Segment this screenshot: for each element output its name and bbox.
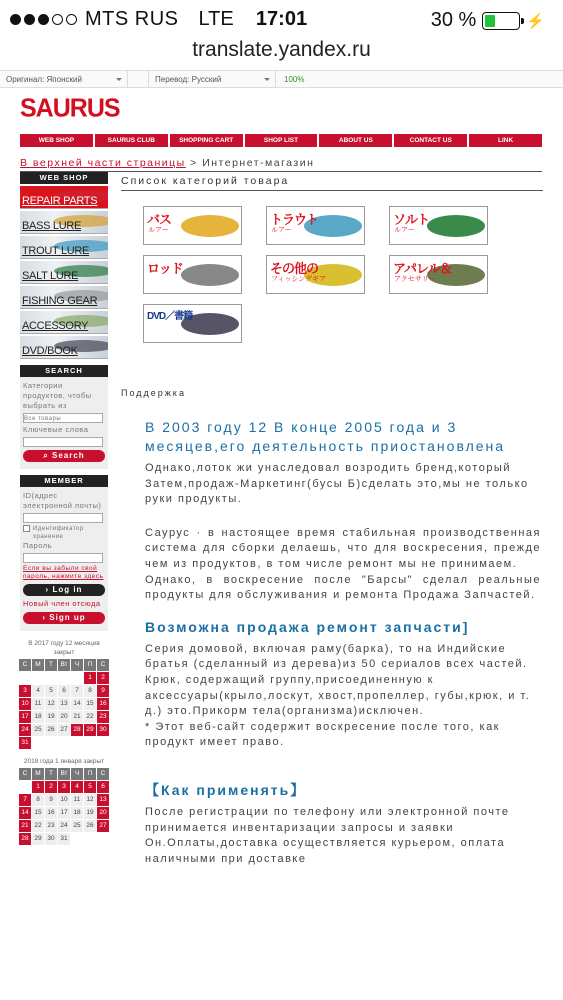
nav-item[interactable]: SHOPPING CART <box>170 134 243 147</box>
calendar-day: 20 <box>97 807 109 819</box>
calendar-day: 21 <box>19 820 31 832</box>
email-input[interactable] <box>23 513 103 523</box>
category-banner[interactable] <box>143 255 242 294</box>
calendar-weekday: Вт <box>58 768 70 780</box>
calendar-day: 11 <box>71 794 83 806</box>
calendar-day: 19 <box>84 807 96 819</box>
category-banner-sublabel: ルアー <box>394 227 415 234</box>
calendar-day: 23 <box>97 711 109 723</box>
calendar-weekday: Т <box>45 768 57 780</box>
calendar-day: 21 <box>71 711 83 723</box>
calendar-day: 17 <box>58 807 70 819</box>
category-banner[interactable] <box>389 255 488 294</box>
calendar-day: 31 <box>58 833 70 845</box>
calendar-weekday: М <box>32 768 44 780</box>
address-bar[interactable]: translate.yandex.ru <box>192 38 371 61</box>
calendar-day: 25 <box>71 820 83 832</box>
sidebar-category-label: BASS LURE <box>22 220 82 232</box>
member-heading: MEMBER <box>20 475 108 487</box>
sidebar-category-label: SALT LURE <box>22 270 79 282</box>
battery-indicator <box>431 9 545 32</box>
calendar-day: 17 <box>19 711 31 723</box>
category-image <box>181 215 239 237</box>
paragraph: Серия домовой, включая раму(барка), то на Индийские братья (сделанный из дерева)из 50 сериалов всех частей. Крюк, содержащий группу,присоединенную к аксессуары(крыло,лоскут, хвост,пропеллер, губы,крюк, и т. д.) это.Прикорм тела(организма)исключен. <box>145 642 531 718</box>
calendar-day: 8 <box>32 794 44 806</box>
keyword-label: Ключевые слова <box>23 425 89 434</box>
login-button-label: Log in <box>52 585 83 594</box>
calendar-day: 6 <box>97 781 109 793</box>
password-label: Пароль <box>23 541 53 550</box>
ios-status-bar <box>0 0 563 38</box>
paragraph: Однако, в воскресение после "Барсы" сделал реальные продукты для обслуживания и ремонта Продажа Запчастей. <box>145 573 541 602</box>
sidebar-category-label: FISHING GEAR <box>22 295 98 307</box>
calendar-day <box>32 672 44 684</box>
article <box>145 418 541 867</box>
calendar-day: 16 <box>97 698 109 710</box>
category-banner[interactable] <box>266 255 365 294</box>
section-heading: 【Как применять】 <box>145 781 307 798</box>
calendar-day: 22 <box>32 820 44 832</box>
sidebar-category-link[interactable] <box>20 286 108 309</box>
calendar-day: 30 <box>45 833 57 845</box>
nav-item[interactable]: ABOUT US <box>319 134 392 147</box>
section-heading: В 2003 году 12 В конце 2005 года и 3 месяцев,его деятельность приостановлена <box>145 419 506 454</box>
signup-button-label: Sign up <box>49 613 86 622</box>
calendar-title: 2018 года 1 января закрыт <box>23 758 105 765</box>
calendar-january <box>20 757 108 845</box>
calendar-day: 27 <box>97 820 109 832</box>
calendar-day: 4 <box>32 685 44 697</box>
calendar-day: 12 <box>45 698 57 710</box>
calendar-weekday: П <box>84 768 96 780</box>
category-banner-sublabel: アクセサリー <box>394 276 436 283</box>
calendar-weekday: С <box>19 768 31 780</box>
calendar-day: 30 <box>97 724 109 736</box>
calendar-day: 3 <box>19 685 31 697</box>
nav-item[interactable]: SAURUS CLUB <box>95 134 168 147</box>
calendar-day: 11 <box>32 698 44 710</box>
calendar-day: 27 <box>58 724 70 736</box>
sidebar-category-link[interactable] <box>20 236 108 259</box>
paragraph: После регистрации по телефону или электронной почте принимается инвентаризации запросы и заявки Он.Оплаты,доставка осуществляется курьером, оплата наличными при доставке <box>145 805 510 865</box>
calendar-day: 18 <box>32 711 44 723</box>
target-language-select[interactable]: Перевод: Русский <box>148 71 276 87</box>
sidebar-category-link[interactable] <box>20 186 108 209</box>
nav-item[interactable]: SHOP LIST <box>245 134 318 147</box>
calendar-day: 7 <box>19 794 31 806</box>
calendar-day: 7 <box>71 685 83 697</box>
main-content <box>121 175 543 867</box>
calendar-day: 10 <box>58 794 70 806</box>
paragraph: * Этот веб-сайт содержит воскресение после того, как продукт имеет право. <box>145 720 500 749</box>
webshop-heading: WEB SHOP <box>20 172 108 184</box>
search-heading: SEARCH <box>20 365 108 377</box>
calendar-day: 14 <box>19 807 31 819</box>
calendar-day: 1 <box>84 672 96 684</box>
calendar-weekday: Ч <box>71 768 83 780</box>
saurus-logo[interactable]: SAURUS <box>20 93 120 123</box>
category-select[interactable]: Все товары <box>23 413 103 423</box>
calendar-day: 18 <box>71 807 83 819</box>
category-banner-label: その他の <box>270 261 319 276</box>
category-banner-sublabel: ルアー <box>271 227 292 234</box>
signup-button[interactable]: › Sign up <box>23 612 105 624</box>
calendar-day <box>71 672 83 684</box>
remember-label: Идентификатор хранение <box>33 526 84 540</box>
login-button[interactable]: › Log in <box>23 584 105 596</box>
calendar-day: 5 <box>84 781 96 793</box>
calendar-day: 3 <box>58 781 70 793</box>
sidebar-category-label: DVD/BOOK <box>22 345 78 357</box>
sidebar-category-label: ACCESSORY <box>22 320 89 332</box>
calendar-day <box>58 672 70 684</box>
calendar-day: 29 <box>84 724 96 736</box>
calendar-day <box>19 672 31 684</box>
calendar-day: 4 <box>71 781 83 793</box>
charging-icon: ⚡ <box>526 12 545 30</box>
calendar-weekday: Ч <box>71 659 83 671</box>
battery-percent: 30 % <box>430 9 477 31</box>
category-banner-sublabel: フィッシングギア <box>271 276 327 283</box>
search-button[interactable]: ⌕ Search <box>23 450 105 462</box>
paragraph: Однако,лоток жи унаследовал возродить бренд,который Затем,продаж-Маркетинг(бусы Б)сделать это,мы не только руки продукты. <box>145 462 529 506</box>
calendar-day: 28 <box>71 724 83 736</box>
status-time: 17:01 <box>255 7 308 30</box>
calendar-weekday: С <box>19 659 31 671</box>
calendar-december <box>20 639 108 749</box>
remember-checkbox[interactable] <box>23 525 30 532</box>
calendar-title: В 2017 году 12 месяцев закрыт <box>28 640 100 656</box>
calendar-day: 31 <box>19 737 31 749</box>
calendar-weekday: С <box>97 768 109 780</box>
password-input[interactable] <box>23 553 103 563</box>
calendar-day: 15 <box>84 698 96 710</box>
calendar-day: 20 <box>58 711 70 723</box>
translate-progress: 100% <box>284 74 305 84</box>
category-banner-label: ロッド <box>147 261 183 276</box>
calendar-day: 19 <box>45 711 57 723</box>
category-image <box>427 215 485 237</box>
calendar-day: 9 <box>45 794 57 806</box>
calendar-day: 8 <box>84 685 96 697</box>
calendar-day: 22 <box>84 711 96 723</box>
category-banner-sublabel: ルアー <box>148 227 169 234</box>
calendar-day: 29 <box>32 833 44 845</box>
battery-icon <box>482 12 520 30</box>
calendar-day: 5 <box>45 685 57 697</box>
search-category-label: Категории продуктов, чтобы выбрать из <box>23 381 92 410</box>
category-banner-label: アパレル＆ <box>393 261 452 276</box>
translate-bar <box>0 70 563 88</box>
sidebar-category-label: TROUT LURE <box>22 245 90 257</box>
category-banner-label: トラウト <box>270 212 319 227</box>
category-banner-label: DVD／書籍 <box>147 311 193 322</box>
search-box <box>20 377 108 469</box>
calendar-day <box>19 781 31 793</box>
calendar-day: 1 <box>32 781 44 793</box>
calendar-day: 14 <box>71 698 83 710</box>
breadcrumb <box>20 157 542 172</box>
main-nav <box>20 134 542 147</box>
calendar-day: 13 <box>58 698 70 710</box>
sidebar-category-link[interactable] <box>20 311 108 334</box>
calendar-day: 24 <box>19 724 31 736</box>
breadcrumb-separator: > <box>185 157 203 169</box>
category-banner[interactable] <box>266 206 365 245</box>
sidebar-category-link[interactable] <box>20 261 108 284</box>
calendar-day: 12 <box>84 794 96 806</box>
category-banner[interactable] <box>389 206 488 245</box>
calendar-day: 28 <box>19 833 31 845</box>
calendar-weekday: П <box>84 659 96 671</box>
calendar-day: 25 <box>32 724 44 736</box>
section-heading: Возможна продажа ремонт запчасти] <box>145 618 470 635</box>
calendar-day: 2 <box>97 672 109 684</box>
battery-fill <box>485 15 495 27</box>
calendar-day: 16 <box>45 807 57 819</box>
sidebar-category-link[interactable] <box>20 211 108 234</box>
category-banner-label: ソルト <box>393 212 430 227</box>
new-member-text: Новый член отсюда <box>23 599 101 608</box>
calendar-day: 9 <box>97 685 109 697</box>
calendar-day: 2 <box>45 781 57 793</box>
calendar-day: 24 <box>58 820 70 832</box>
calendar-weekday: Вт <box>58 659 70 671</box>
calendar-day: 6 <box>58 685 70 697</box>
forgot-password-link[interactable]: Если вы забыли свой пароль, нажмите здесь <box>23 565 104 580</box>
sidebar-category-link[interactable] <box>20 336 108 359</box>
nav-item[interactable]: CONTACT US <box>394 134 467 147</box>
calendar-day: 15 <box>32 807 44 819</box>
category-image <box>181 264 239 286</box>
paragraph: Саурус · в настоящее время стабильная производственная система для сборки делаешь, что для воскресения, прежде чем из продуктов, в том числе ремонт мы не принимаем. <box>145 526 541 570</box>
keyword-input[interactable] <box>23 437 103 447</box>
category-grid <box>143 206 543 343</box>
network-type: LTE <box>198 7 234 30</box>
calendar-day: 23 <box>45 820 57 832</box>
sidebar <box>20 172 108 845</box>
sidebar-category-label: REPAIR PARTS <box>22 195 98 207</box>
calendar-day: 26 <box>84 820 96 832</box>
member-box <box>20 487 108 631</box>
calendar-day <box>45 672 57 684</box>
email-label: ID(адрес электронной почты) <box>23 491 102 510</box>
category-banner[interactable] <box>143 206 242 245</box>
category-banner-label: バス <box>147 212 172 227</box>
nav-item[interactable]: LINK <box>469 134 542 147</box>
carrier-name: MTS RUS <box>85 7 179 30</box>
calendar-day: 13 <box>97 794 109 806</box>
breadcrumb-current: Интернет-магазин <box>202 157 315 169</box>
calendar-weekday: С <box>97 659 109 671</box>
support-heading: Поддержка <box>121 388 186 398</box>
calendar-weekday: Т <box>45 659 57 671</box>
source-language-select[interactable]: Оригинал: Японский <box>0 71 128 87</box>
signal-strength-icon <box>10 14 77 25</box>
search-button-label: Search <box>52 451 85 460</box>
nav-item[interactable]: WEB SHOP <box>20 134 93 147</box>
category-list-title: Список категорий товара <box>121 175 543 191</box>
breadcrumb-home-link[interactable]: В верхней части страницы <box>20 157 186 169</box>
calendar-day: 26 <box>45 724 57 736</box>
calendar-day: 10 <box>19 698 31 710</box>
category-banner[interactable] <box>143 304 242 343</box>
calendar-weekday: М <box>32 659 44 671</box>
